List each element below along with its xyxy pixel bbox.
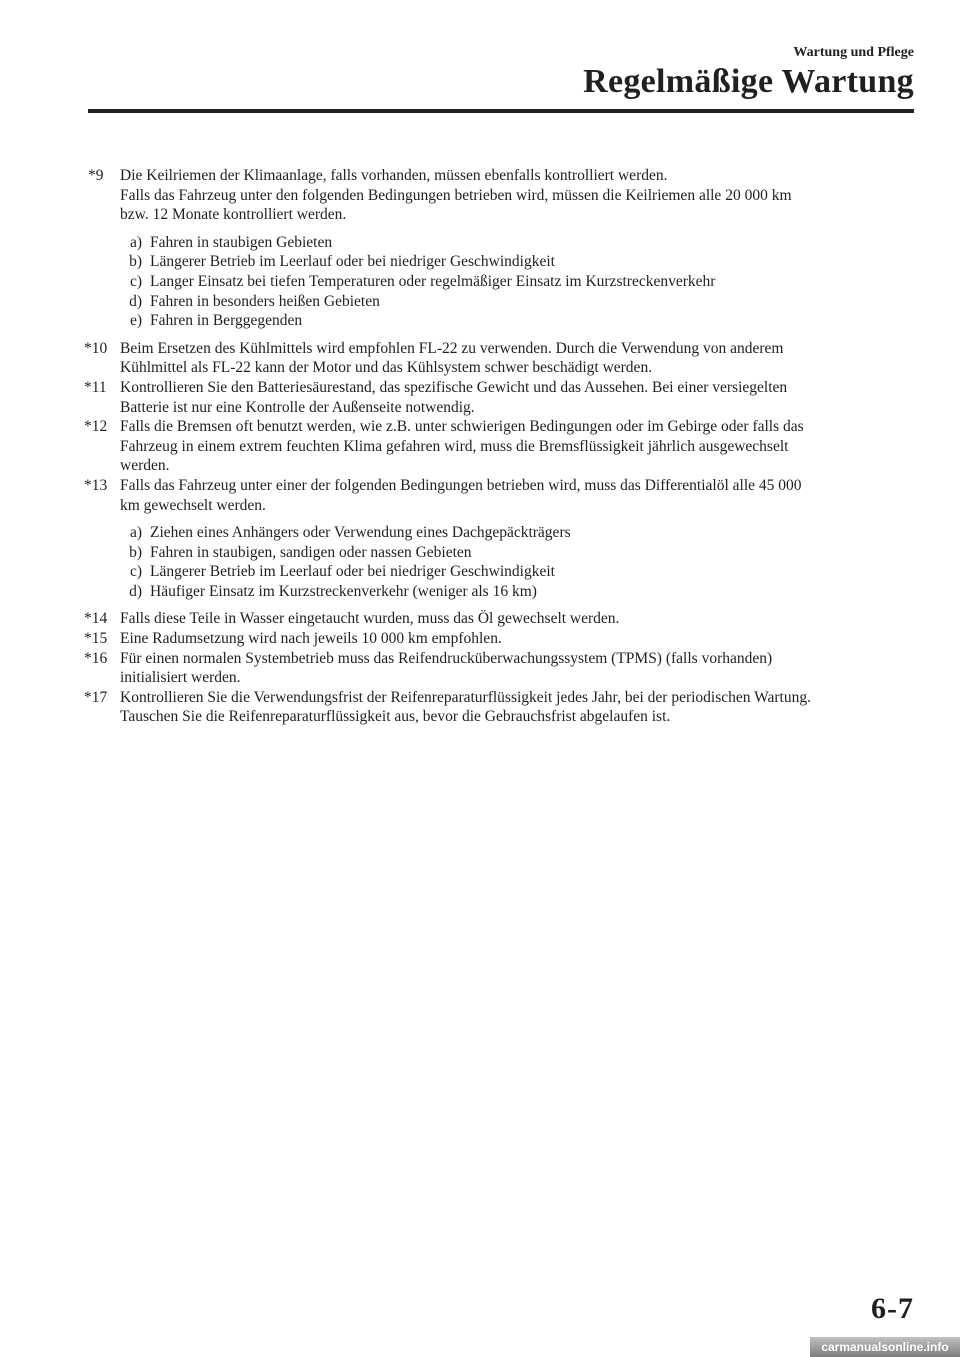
footnote-marker: *12 (84, 418, 108, 436)
list-item-text: Längerer Betrieb im Leerlauf oder bei niedriger Geschwindigkeit (150, 563, 555, 581)
footnote-line: initialisiert werden. (120, 669, 241, 687)
belt-conditions-list (120, 233, 914, 331)
footnote-line: Batterie ist nur eine Kontrolle der Außenseite notwendig. (120, 398, 475, 416)
footnote-line: Für einen normalen Systembetrieb muss das Reifendrucküberwachungssystem (TPMS) (falls vorhanden) (120, 649, 773, 667)
list-item-text: Fahren in besonders heißen Gebieten (150, 292, 380, 310)
list-item-text: Fahren in staubigen Gebieten (150, 233, 333, 251)
footnote-line: Falls das Fahrzeug unter den folgenden Bedingungen betrieben wird, müssen die Keilriemen alle 20 000 km (120, 186, 792, 204)
footnote-marker: *15 (84, 630, 108, 648)
footnote-line: Fahrzeug in einem extrem feuchten Klima gefahren wird, muss die Bremsflüssigkeit jährlich ausgewechselt (120, 437, 789, 455)
section-title: Wartung und Pflege (793, 45, 914, 60)
footnote-15 (84, 629, 914, 649)
differential-conditions-list (120, 523, 914, 601)
footnote-line: Falls das Fahrzeug unter einer der folgenden Bedingungen betrieben wird, muss das Differentialöl alle 45 000 (120, 476, 802, 494)
list-item (120, 523, 914, 543)
list-item (120, 562, 914, 582)
footnote-marker: *9 (88, 167, 104, 184)
list-item-letter: d) (129, 292, 142, 310)
list-item (120, 292, 914, 312)
list-item-text: Langer Einsatz bei tiefen Temperaturen oder regelmäßiger Einsatz im Kurzstreckenverkehr (150, 272, 716, 290)
footnote-line: Tauschen Sie die Reifenreparaturflüssigkeit aus, bevor die Gebrauchsfrist abgelaufen ist. (120, 708, 671, 726)
list-item-letter: a) (129, 233, 142, 251)
list-item-text: Fahren in staubigen, sandigen oder nassen Gebieten (150, 543, 472, 561)
list-item (120, 233, 914, 253)
list-item (120, 252, 914, 272)
footnote-9 (88, 166, 914, 225)
footnote-line: Beim Ersetzen des Kühlmittels wird empfohlen FL-22 zu verwenden. Durch die Verwendung von anderem (120, 339, 784, 357)
list-item-letter: c) (129, 563, 142, 581)
header-rule (88, 109, 914, 113)
footnote-10 (84, 339, 914, 378)
list-item (120, 311, 914, 331)
footnote-16 (84, 649, 914, 688)
list-item-letter: e) (129, 312, 142, 330)
footnote-marker: *13 (84, 476, 108, 494)
footnote-line: Kontrollieren Sie den Batteriesäurestand, das spezifische Gewicht und das Aussehen. Bei einer versiegelten (120, 378, 788, 396)
footnote-marker: *10 (84, 339, 108, 357)
list-item-text: Ziehen eines Anhängers oder Verwendung eines Dachgepäckträgers (150, 524, 571, 542)
list-item-text: Fahren in Berggegenden (150, 312, 303, 330)
footnote-17 (84, 688, 914, 727)
footnote-marker: *17 (84, 688, 108, 706)
list-item-letter: b) (129, 543, 142, 561)
footnotes (84, 166, 914, 727)
footnote-line: Eine Radumsetzung wird nach jeweils 10 000 km empfohlen. (120, 630, 502, 648)
footnote-line: Falls diese Teile in Wasser eingetaucht wurden, muss das Öl gewechselt werden. (120, 610, 620, 628)
footnote-line: Falls die Bremsen oft benutzt werden, wie z.B. unter schwierigen Bedingungen oder im Gebirge oder falls das (120, 418, 804, 436)
list-item-text: Häufiger Einsatz im Kurzstreckenverkehr (weniger als 16 km) (150, 582, 537, 600)
footnote-line: bzw. 12 Monate kontrolliert werden. (120, 206, 347, 224)
list-item-text: Längerer Betrieb im Leerlauf oder bei niedriger Geschwindigkeit (150, 253, 555, 271)
footnote-line: km gewechselt werden. (120, 496, 266, 514)
footnote-12 (84, 417, 914, 476)
list-item (120, 582, 914, 602)
list-item (120, 272, 914, 292)
list-item-letter: b) (129, 253, 142, 271)
footnote-line: werden. (120, 457, 170, 475)
footnote-14 (84, 609, 914, 629)
page-title: Regelmäßige Wartung (583, 63, 914, 100)
page-header (583, 44, 914, 102)
footnote-line: Kontrollieren Sie die Verwendungsfrist der Reifenreparaturflüssigkeit jedes Jahr, bei der periodischen Wartung. (120, 688, 811, 706)
footnote-line: Kühlmittel als FL-22 kann der Motor und das Kühlsystem schwer beschädigt werden. (120, 359, 653, 377)
page-number: 6-7 (871, 1292, 914, 1325)
watermark: carmanualsonline.info (810, 1337, 960, 1357)
footnote-marker: *14 (84, 610, 108, 628)
footnote-line: Die Keilriemen der Klimaanlage, falls vorhanden, müssen ebenfalls kontrolliert werden. (120, 167, 668, 184)
footnote-marker: *11 (84, 378, 107, 396)
list-item-letter: c) (129, 272, 142, 290)
footnote-13 (84, 476, 914, 515)
list-item (120, 543, 914, 563)
footnote-marker: *16 (84, 649, 108, 667)
footnote-11 (84, 378, 914, 417)
list-item-letter: a) (129, 524, 142, 542)
list-item-letter: d) (129, 582, 142, 600)
